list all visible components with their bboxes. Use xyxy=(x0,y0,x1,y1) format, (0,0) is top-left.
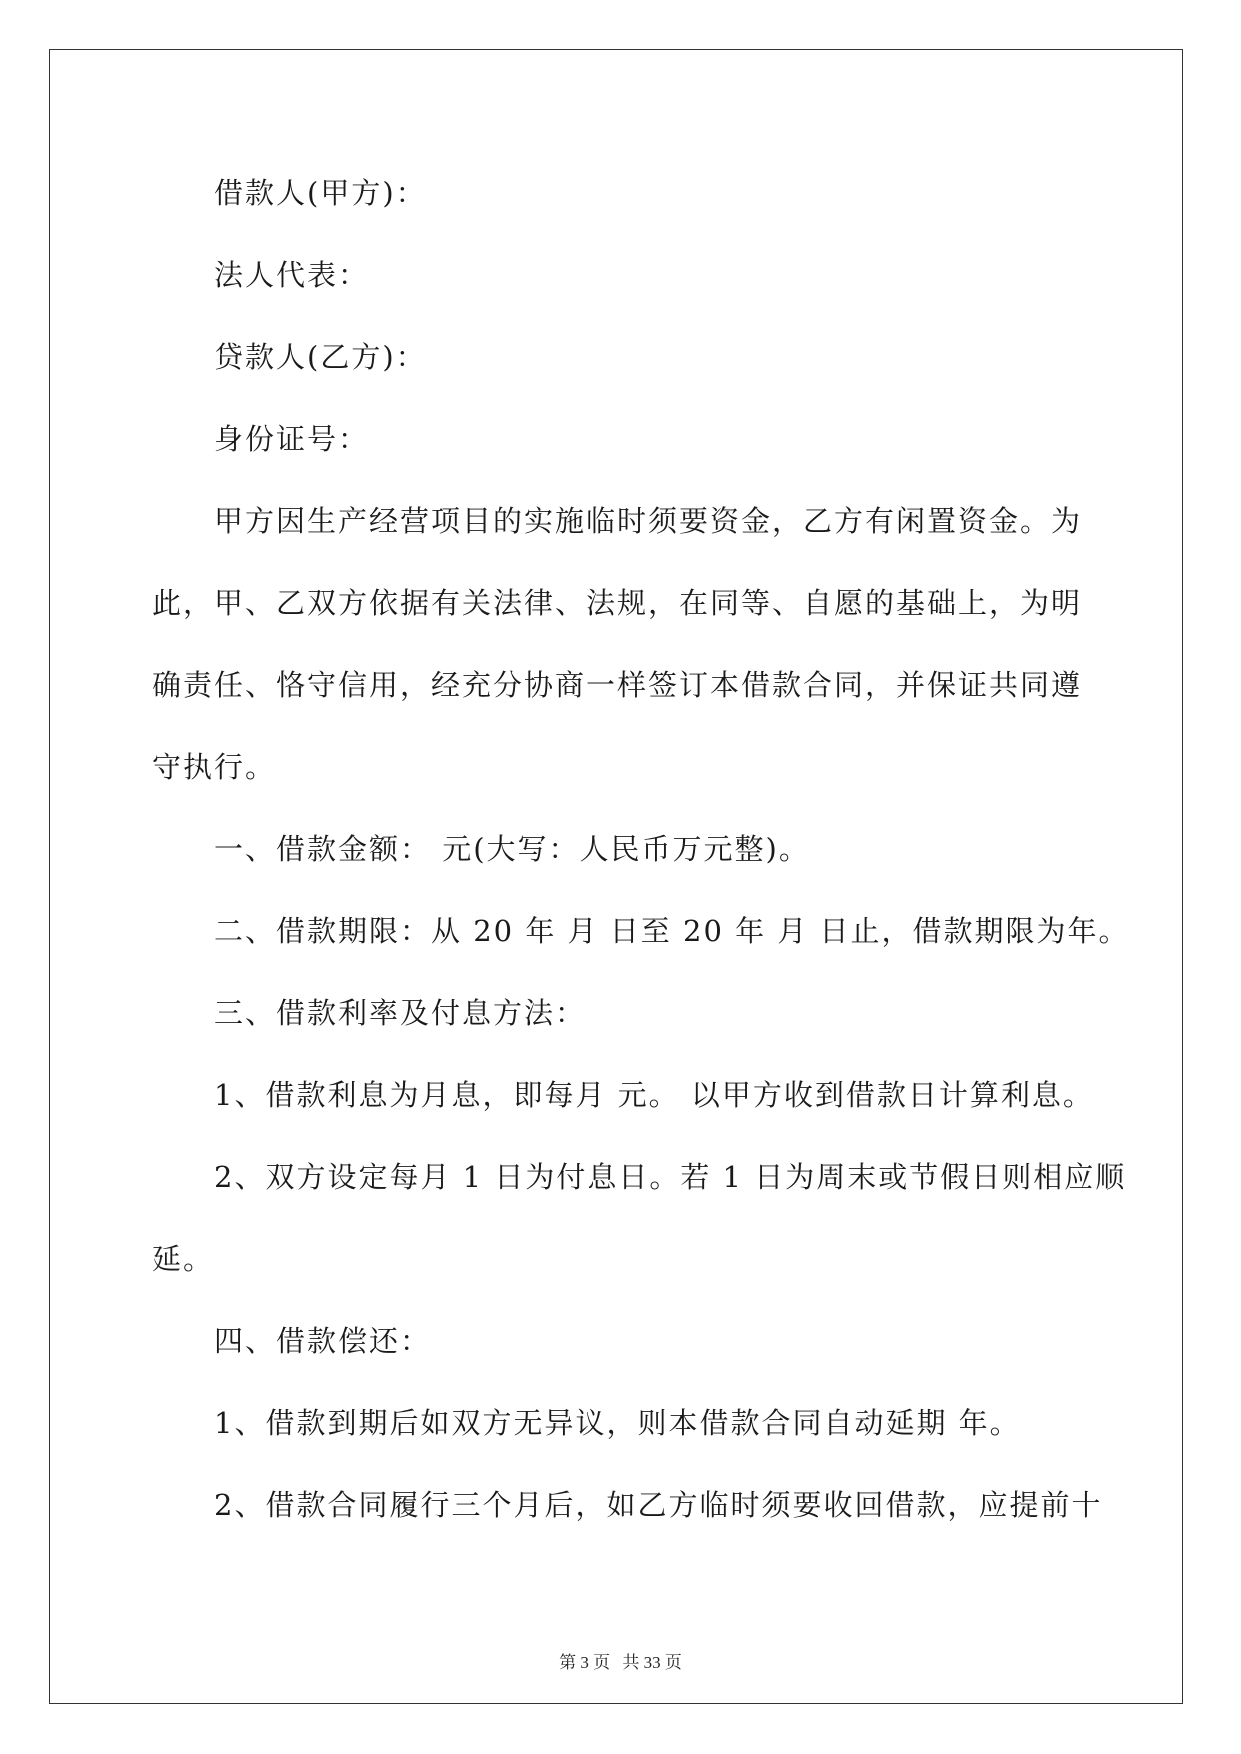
text-line: 借款人(甲方)： xyxy=(214,176,427,210)
text-line: 延。 xyxy=(152,1242,215,1276)
text-line: 2、双方设定每月 1 日为付息日。若 1 日为周末或节假日则相应顺 xyxy=(214,1160,1127,1194)
text-line: 1、借款利息为月息，即每月 元。 以甲方收到借款日计算利息。 xyxy=(214,1078,1094,1112)
text-line: 三、借款利率及付息方法： xyxy=(214,996,587,1030)
text-line: 此，甲、乙双方依据有关法律、法规，在同等、自愿的基础上，为明 xyxy=(152,586,1083,620)
text-line: 身份证号： xyxy=(214,422,370,456)
page-footer xyxy=(0,1651,1241,1675)
text-line: 二、借款期限：从 20 年 月 日至 20 年 月 日止，借款期限为年。 xyxy=(214,914,1130,948)
text-line: 1、借款到期后如双方无异议，则本借款合同自动延期 年。 xyxy=(214,1406,1021,1440)
text-line: 法人代表： xyxy=(214,258,370,292)
text-line: 贷款人(乙方)： xyxy=(214,340,427,374)
page-number: 第 3 页 xyxy=(559,1653,611,1672)
text-line: 2、借款合同履行三个月后，如乙方临时须要收回借款，应提前十 xyxy=(214,1488,1103,1522)
text-line: 四、借款偿还： xyxy=(214,1324,432,1358)
text-line: 一、借款金额： 元(大写：人民币万元整)。 xyxy=(214,832,810,866)
text-line: 确责任、恪守信用，经充分协商一样签订本借款合同，并保证共同遵 xyxy=(152,668,1083,702)
text-line: 守执行。 xyxy=(152,750,277,784)
text-line: 甲方因生产经营项目的实施临时须要资金，乙方有闲置资金。为 xyxy=(214,504,1083,538)
page-total: 共 33 页 xyxy=(622,1653,682,1672)
page-border xyxy=(49,49,1183,1704)
